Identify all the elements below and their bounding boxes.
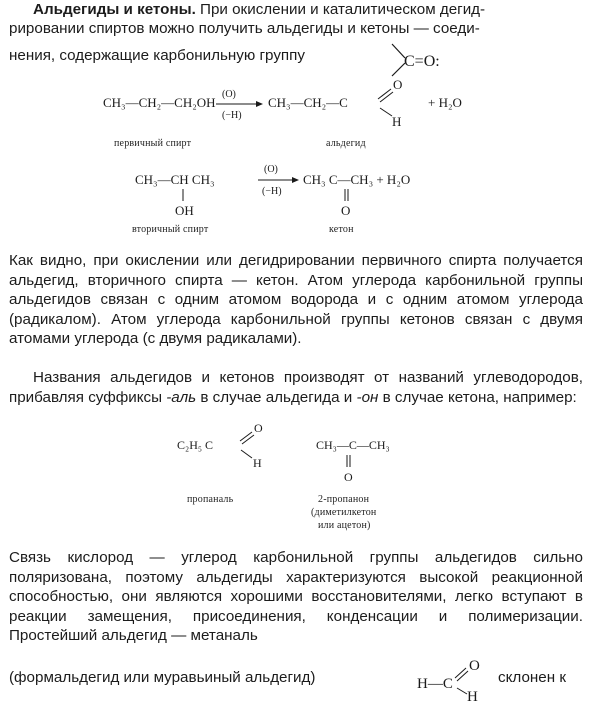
reaction2-product-o: O [341, 203, 351, 218]
propanal-formula: C₂H₅ C [177, 438, 214, 452]
paragraph-2-middle: в случае альдегида и [196, 388, 357, 406]
paragraph-2 [9, 368, 583, 407]
section-heading: Альдегиды и кетоны. [33, 1, 196, 18]
reaction1-reactant: CH₃—CH₂—CH₂OH [103, 95, 216, 110]
reaction2-reactant-oh: OH [175, 203, 194, 218]
label-propanal: пропаналь [187, 494, 234, 505]
reaction-1 [103, 77, 462, 129]
last-line-text: (формальдегид или муравьиный альдегид) [9, 669, 316, 686]
label-primary-alcohol: первичный спирт [114, 138, 192, 149]
reaction1-product-o: O [393, 77, 403, 92]
intro-line-1: При окислении и каталитическом дегид- [195, 1, 486, 18]
last-line-tail: склонен к [498, 669, 566, 686]
intro-line-2: рировании спиртов можно получить альдегиды и кетоны — соеди- [9, 20, 480, 37]
intro-line-3: нения, содержащие карбонильную группу [9, 47, 305, 64]
label-propanone-3: или ацетон) [318, 520, 371, 531]
reaction2-arrow-bottom: (−H) [262, 186, 282, 197]
suffix-on: -он [356, 388, 379, 406]
suffix-al: -аль [166, 388, 197, 406]
reaction2-arrow-top: (O) [264, 164, 278, 175]
reaction2-reactant: CH₃—CH CH₃ [135, 172, 215, 187]
reaction1-product-h: H [392, 114, 402, 129]
paragraph-3: Связь кислород — углерод карбонильной группы альдегидов сильно поляризована, поэтому альдегиды характеризуются высокой реакционной способностью, они являются хорошими восстановителями, легко вступают в реакции замещения, присоединения, конденсации и полимеризации. Простейший альдегид — метаналь [9, 549, 583, 644]
reaction-2 [135, 164, 410, 218]
formaldehyde-o: O [469, 658, 480, 674]
reaction2-product: CH₃ C—CH₃ + H₂O [303, 172, 411, 187]
examples-formulas [177, 421, 390, 484]
propanal-o: O [254, 421, 263, 435]
formaldehyde-h: H [467, 689, 478, 702]
reaction1-arrow-top: (O) [222, 89, 236, 100]
propanone-formula: CH₃—C—CH₃ [316, 438, 390, 452]
reaction1-byproduct: + H₂O [428, 95, 462, 110]
label-propanone-1: 2-пропанон [318, 494, 370, 505]
carbonyl-group-text: C=O: [404, 53, 440, 70]
label-aldehyde: альдегид [326, 138, 366, 149]
formaldehyde-formula [417, 658, 480, 702]
paragraph-2-before: Названия альдегидов и кетонов производят от названий углеводородов, прибавляя суффиксы [9, 369, 583, 406]
propanone-o: O [344, 470, 353, 484]
paragraph-1: Как видно, при окислении или дегидрировании первичного спирта получается альдегид, вторичного спирта — кетон. Атом углерода карбонильной группы альдегидов связан с одним атомом водорода и с одним атомом углерода (радикалом). Атом углерода карбонильной группы кетонов связан с двумя атомами углерода (с двумя радикалами). [9, 252, 583, 347]
reaction1-arrow-bottom: (−H) [222, 110, 242, 121]
paragraph-2-after: в случае кетона, например: [378, 388, 577, 406]
formaldehyde-text: H—C [417, 676, 453, 692]
carbonyl-group-inline [392, 44, 440, 76]
label-ketone: кетон [329, 224, 354, 235]
reaction1-product: CH₃—CH₂—C [268, 95, 348, 110]
propanal-h: H [253, 456, 262, 470]
label-secondary-alcohol: вторичный спирт [132, 224, 209, 235]
label-propanone-2: (диметилкетон [311, 507, 377, 518]
